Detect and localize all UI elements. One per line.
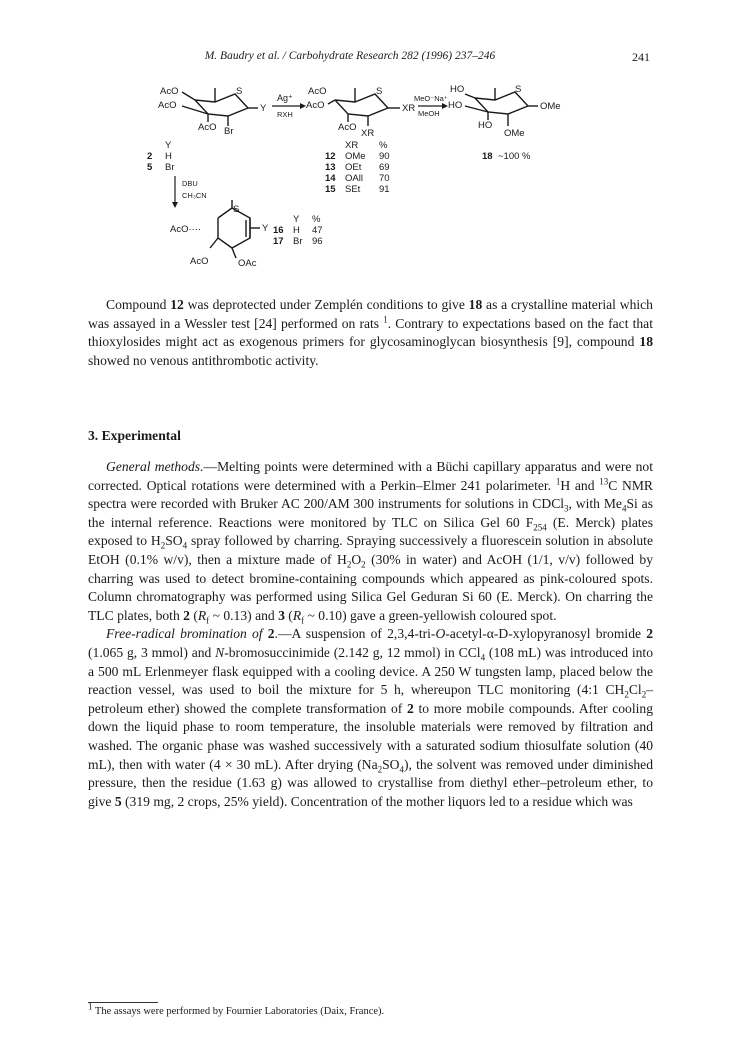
section-heading: 3. Experimental xyxy=(88,428,181,443)
acetoxy-label: AcO xyxy=(306,100,325,111)
acetoxy-label: AcO xyxy=(190,256,209,267)
compound-number: 16 xyxy=(273,225,284,236)
acetoxy-label: AcO xyxy=(308,86,327,97)
reagent-rxh: RXH xyxy=(277,110,293,119)
hydroxy-label: HO xyxy=(478,120,493,131)
y-value: Br xyxy=(293,236,303,247)
bromo-label: Br xyxy=(224,126,234,137)
reagent-methoxide: MeO⁻Na⁺ xyxy=(414,94,448,103)
y-value: H xyxy=(165,151,172,162)
thioxyloside-structure xyxy=(328,88,400,126)
compound-number: 14 xyxy=(325,173,336,184)
experimental-block xyxy=(88,458,653,811)
compound-number: 15 xyxy=(325,184,336,195)
compound-number: 12 xyxy=(325,151,336,162)
reagent-acetonitrile: CH₃CN xyxy=(182,191,207,200)
footnote-text: The assays were performed by Fournier Laboratories (Daix, France). xyxy=(92,1006,385,1017)
acetoxy-label: AcO xyxy=(198,122,217,133)
xr-value: OAll xyxy=(345,173,363,184)
results-paragraph-block xyxy=(88,296,653,370)
xr-value: OMe xyxy=(345,151,366,162)
sulfur-label: S xyxy=(236,86,243,97)
running-header xyxy=(90,50,650,66)
table2-header-xr: XR xyxy=(345,140,359,151)
y-value: H xyxy=(293,225,300,236)
methoxy-label: OMe xyxy=(504,128,525,139)
reagent-methanol: MeOH xyxy=(418,109,440,118)
compound-number: 5 xyxy=(147,162,153,173)
footnote-mark: 1 xyxy=(88,1001,93,1012)
compound-number: 18 xyxy=(482,151,493,162)
footnote-ref: 1 xyxy=(383,314,388,325)
compound-number: 13 xyxy=(325,162,336,173)
hydroxy-label: HO xyxy=(450,84,465,95)
reagent-dbu: DBU xyxy=(182,179,198,188)
table1-header-y: Y xyxy=(165,140,172,151)
yield-value: 90 xyxy=(379,151,390,162)
yield-value: 47 xyxy=(312,225,323,236)
sulfur-label: S xyxy=(233,204,240,215)
xylosyl-bromide-structure xyxy=(182,88,258,126)
y-label: Y xyxy=(262,223,269,234)
deprotected-thioxyloside-structure xyxy=(465,88,538,126)
yield-value: 69 xyxy=(379,162,390,173)
xr-label: XR xyxy=(361,128,375,139)
yield-value: 91 xyxy=(379,184,390,195)
table3-header-y: Y xyxy=(293,214,300,225)
xr-value: SEt xyxy=(345,184,361,195)
acetoxy-label: AcO xyxy=(338,122,357,133)
acetoxy-label: AcO xyxy=(160,86,179,97)
table3-header-percent: % xyxy=(312,214,321,225)
compound-number: 17 xyxy=(273,236,284,247)
hydroxy-label: HO xyxy=(448,100,463,111)
y-label: Y xyxy=(260,103,267,114)
table2-header-percent: % xyxy=(379,140,388,151)
compound-number: 2 xyxy=(147,151,153,162)
results-paragraph: Compound 12 was deprotected under Zemplén conditions to give 18 as a crystalline material which was assayed in a Wessler test [24] performed on rats $^1$. Contrary to expectations based on the fact that thioxylosides might act as exogenous primers for glycosaminoglycan biosynthesis [9], compound 18 showed no venous antithrombotic activity. xyxy=(88,297,653,368)
general-methods-paragraph: General methods.—Melting points were determined with a Büchi capillary apparatus and were not corrected. Optical rotations were determined with a Perkin–Elmer 241 polarimeter. $^1$H and $^{13}$C NMR spectra were recorded with Bruker AC 200/AM 300 instruments for solutions in CDCl$_3$, with $Me_4Si$ as the internal reference. Reactions were monitored by TLC on Silica Gel 60 $F_{254}$ (E. Merck) plates exposed to $H_2SO_4$ spray followed by charring. Spraying successively a fluorescein solution in absolute EtOH (0.1% w/v), then a mixture made of $H_2O_2$ (30% in water) and AcOH (1/1, v/v) followed by charring was used to detect bromine-containing compounds which appeared as pink-coloured spots. Column chromatography was performed using Silica Gel Geduran Si 60 (E. Merck). On charring the TLC plates, both 2 ($R_f$ ~ 0.13) and 3 ($R_f$ ~ 0.10) gave a green-yellowish coloured spot. xyxy=(88,459,654,626)
bromination-paragraph: Free-radical bromination of 2.—A suspension of 2,3,4-tri-O-acetyl-α-D-xylopyranosyl bromide 2 (1.065 g, 3 mmol) and N-bromosuccinimide (2.142 g, 12 mmol) in CCl$_4$ (108 mL) was introduced into a 500 mL Erlenmeyer flask equipped with a cooling device. A 250 W tungsten lamp, placed below the reaction vessel, was used to boil the mixture for 5 h, whereupon TLC monitoring (4:1 $CH_2Cl_2$–petroleum ether) showed the complete transformation of 2 to more mobile compounds. After cooling down the liquid phase to room temperature, the insoluble materials were removed by filtration and washed. The organic phase was washed successively with a saturated sodium thiosulfate solution (40 mL), then with water (4 × 30 mL). After drying $(Na_2SO_4)$, the solvent was removed under diminished pressure, then the residue (1.63 g) was allowed to crystallise from diethyl ether–petroleum ether, to give 5 (319 mg, 2 crops, 25% yield). Concentration of the mother liquors led to a residue which was xyxy=(88,626,654,809)
methoxy-label: OMe xyxy=(540,101,561,112)
acetoxy-label: OAc xyxy=(238,258,257,269)
yield-value: ~100 % xyxy=(498,151,531,162)
acetoxy-label: AcO xyxy=(158,100,177,111)
acetoxy-label: AcO···· xyxy=(170,224,202,235)
yield-value: 96 xyxy=(312,236,323,247)
running-title: M. Baudry et al. / Carbohydrate Research 282 (1996) 237–246 xyxy=(204,50,496,62)
xr-label: XR xyxy=(402,103,416,114)
page-number: 241 xyxy=(632,50,650,64)
yield-value: 70 xyxy=(379,173,390,184)
xr-value: OEt xyxy=(345,162,362,173)
y-value: Br xyxy=(165,162,175,173)
footnote-rule xyxy=(88,1002,158,1003)
sulfur-label: S xyxy=(376,86,383,97)
sulfur-label: S xyxy=(515,84,522,95)
reagent-silver: Ag⁺ xyxy=(277,93,293,103)
reaction-scheme xyxy=(147,80,580,270)
footnote xyxy=(88,1001,385,1017)
